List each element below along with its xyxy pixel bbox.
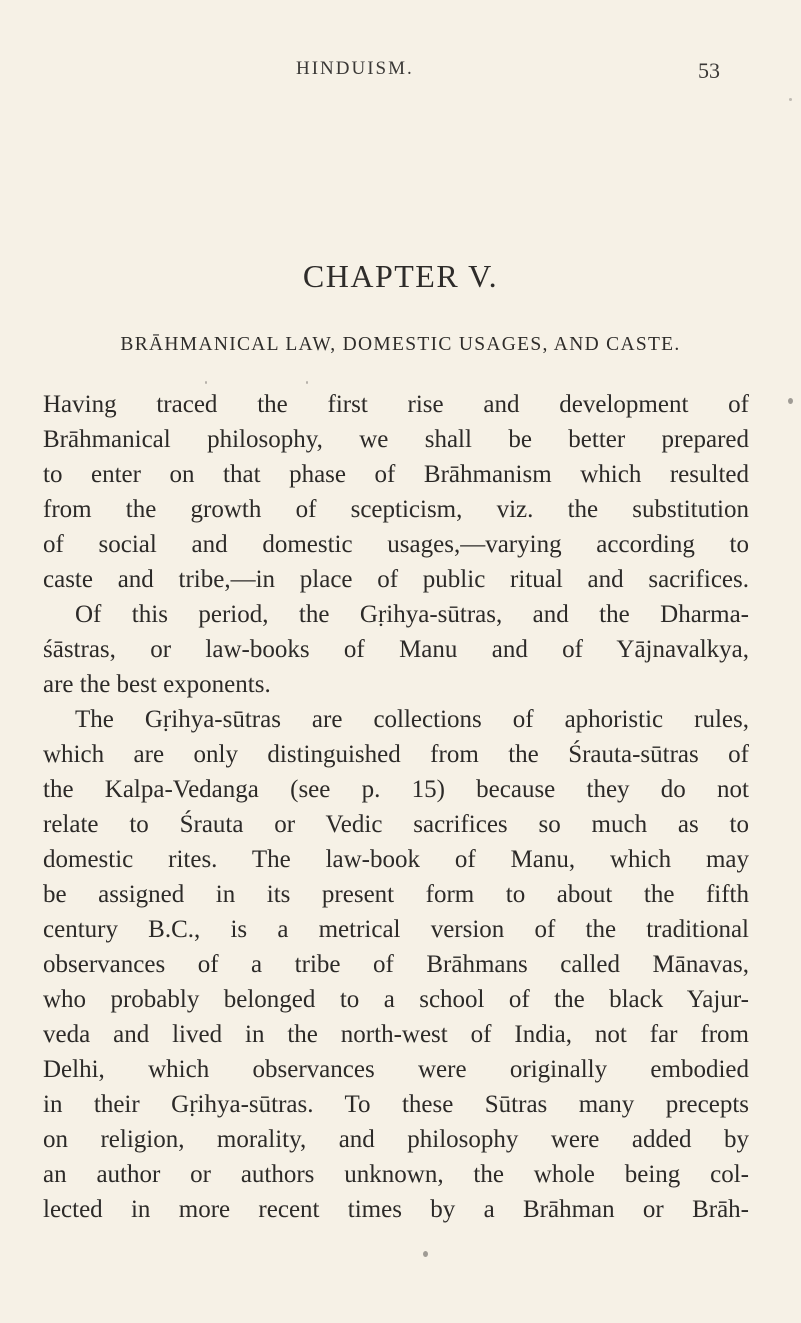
text-line: are the best exponents.	[43, 671, 271, 698]
text-line: be assigned in its present form to about the fifth	[43, 881, 749, 908]
print-speck	[205, 381, 207, 384]
text-line: in their Gṛihya-sūtras. To these Sūtras many precepts	[43, 1091, 749, 1118]
text-line: domestic rites. The law-book of Manu, which may	[43, 846, 749, 873]
text-line: of social and domestic usages,—varying according to	[43, 531, 749, 558]
text-line: from the growth of scepticism, viz. the substitution	[43, 496, 749, 523]
text-line: Brāhmanical philosophy, we shall be better prepared	[43, 426, 749, 453]
page-number: 53	[698, 58, 720, 83]
text-line: śāstras, or law-books of Manu and of Yājnavalkya,	[43, 636, 749, 663]
print-speck	[789, 98, 792, 101]
text-line: lected in more recent times by a Brāhman or Brāh-	[43, 1196, 749, 1223]
text-line: on religion, morality, and philosophy were added by	[43, 1126, 749, 1153]
running-head	[0, 52, 801, 82]
text-line: an author or authors unknown, the whole being col-	[43, 1161, 749, 1188]
text-line: the Kalpa-Vedanga (see p. 15) because they do not	[43, 776, 749, 803]
text-line: relate to Śrauta or Vedic sacrifices so much as to	[43, 811, 749, 838]
running-title: HINDUISM.	[296, 58, 414, 79]
text-line: which are only distinguished from the Śrauta-sūtras of	[43, 741, 749, 768]
text-line: veda and lived in the north-west of India, not far from	[43, 1021, 749, 1048]
print-speck	[423, 1251, 428, 1257]
text-line: Having traced the first rise and development of	[43, 391, 749, 418]
text-line: century B.C., is a metrical version of the traditional	[43, 916, 749, 943]
print-speck	[788, 398, 793, 404]
print-speck	[306, 381, 308, 384]
text-line: caste and tribe,—in place of public ritual and sacrifices.	[43, 566, 749, 593]
text-line: observances of a tribe of Brāhmans called Mānavas,	[43, 951, 749, 978]
text-line: to enter on that phase of Brāhmanism which resulted	[43, 461, 749, 488]
text-line: Of this period, the Gṛihya-sūtras, and the Dharma-	[75, 601, 749, 628]
text-line: The Gṛihya-sūtras are collections of aphoristic rules,	[75, 706, 749, 733]
text-line: who probably belonged to a school of the black Yajur-	[43, 986, 749, 1013]
text-line: Delhi, which observances were originally embodied	[43, 1056, 749, 1083]
chapter-subtitle: BRĀHMANICAL LAW, DOMESTIC USAGES, AND CASTE.	[120, 334, 681, 355]
chapter-title: CHAPTER V.	[302, 258, 499, 294]
